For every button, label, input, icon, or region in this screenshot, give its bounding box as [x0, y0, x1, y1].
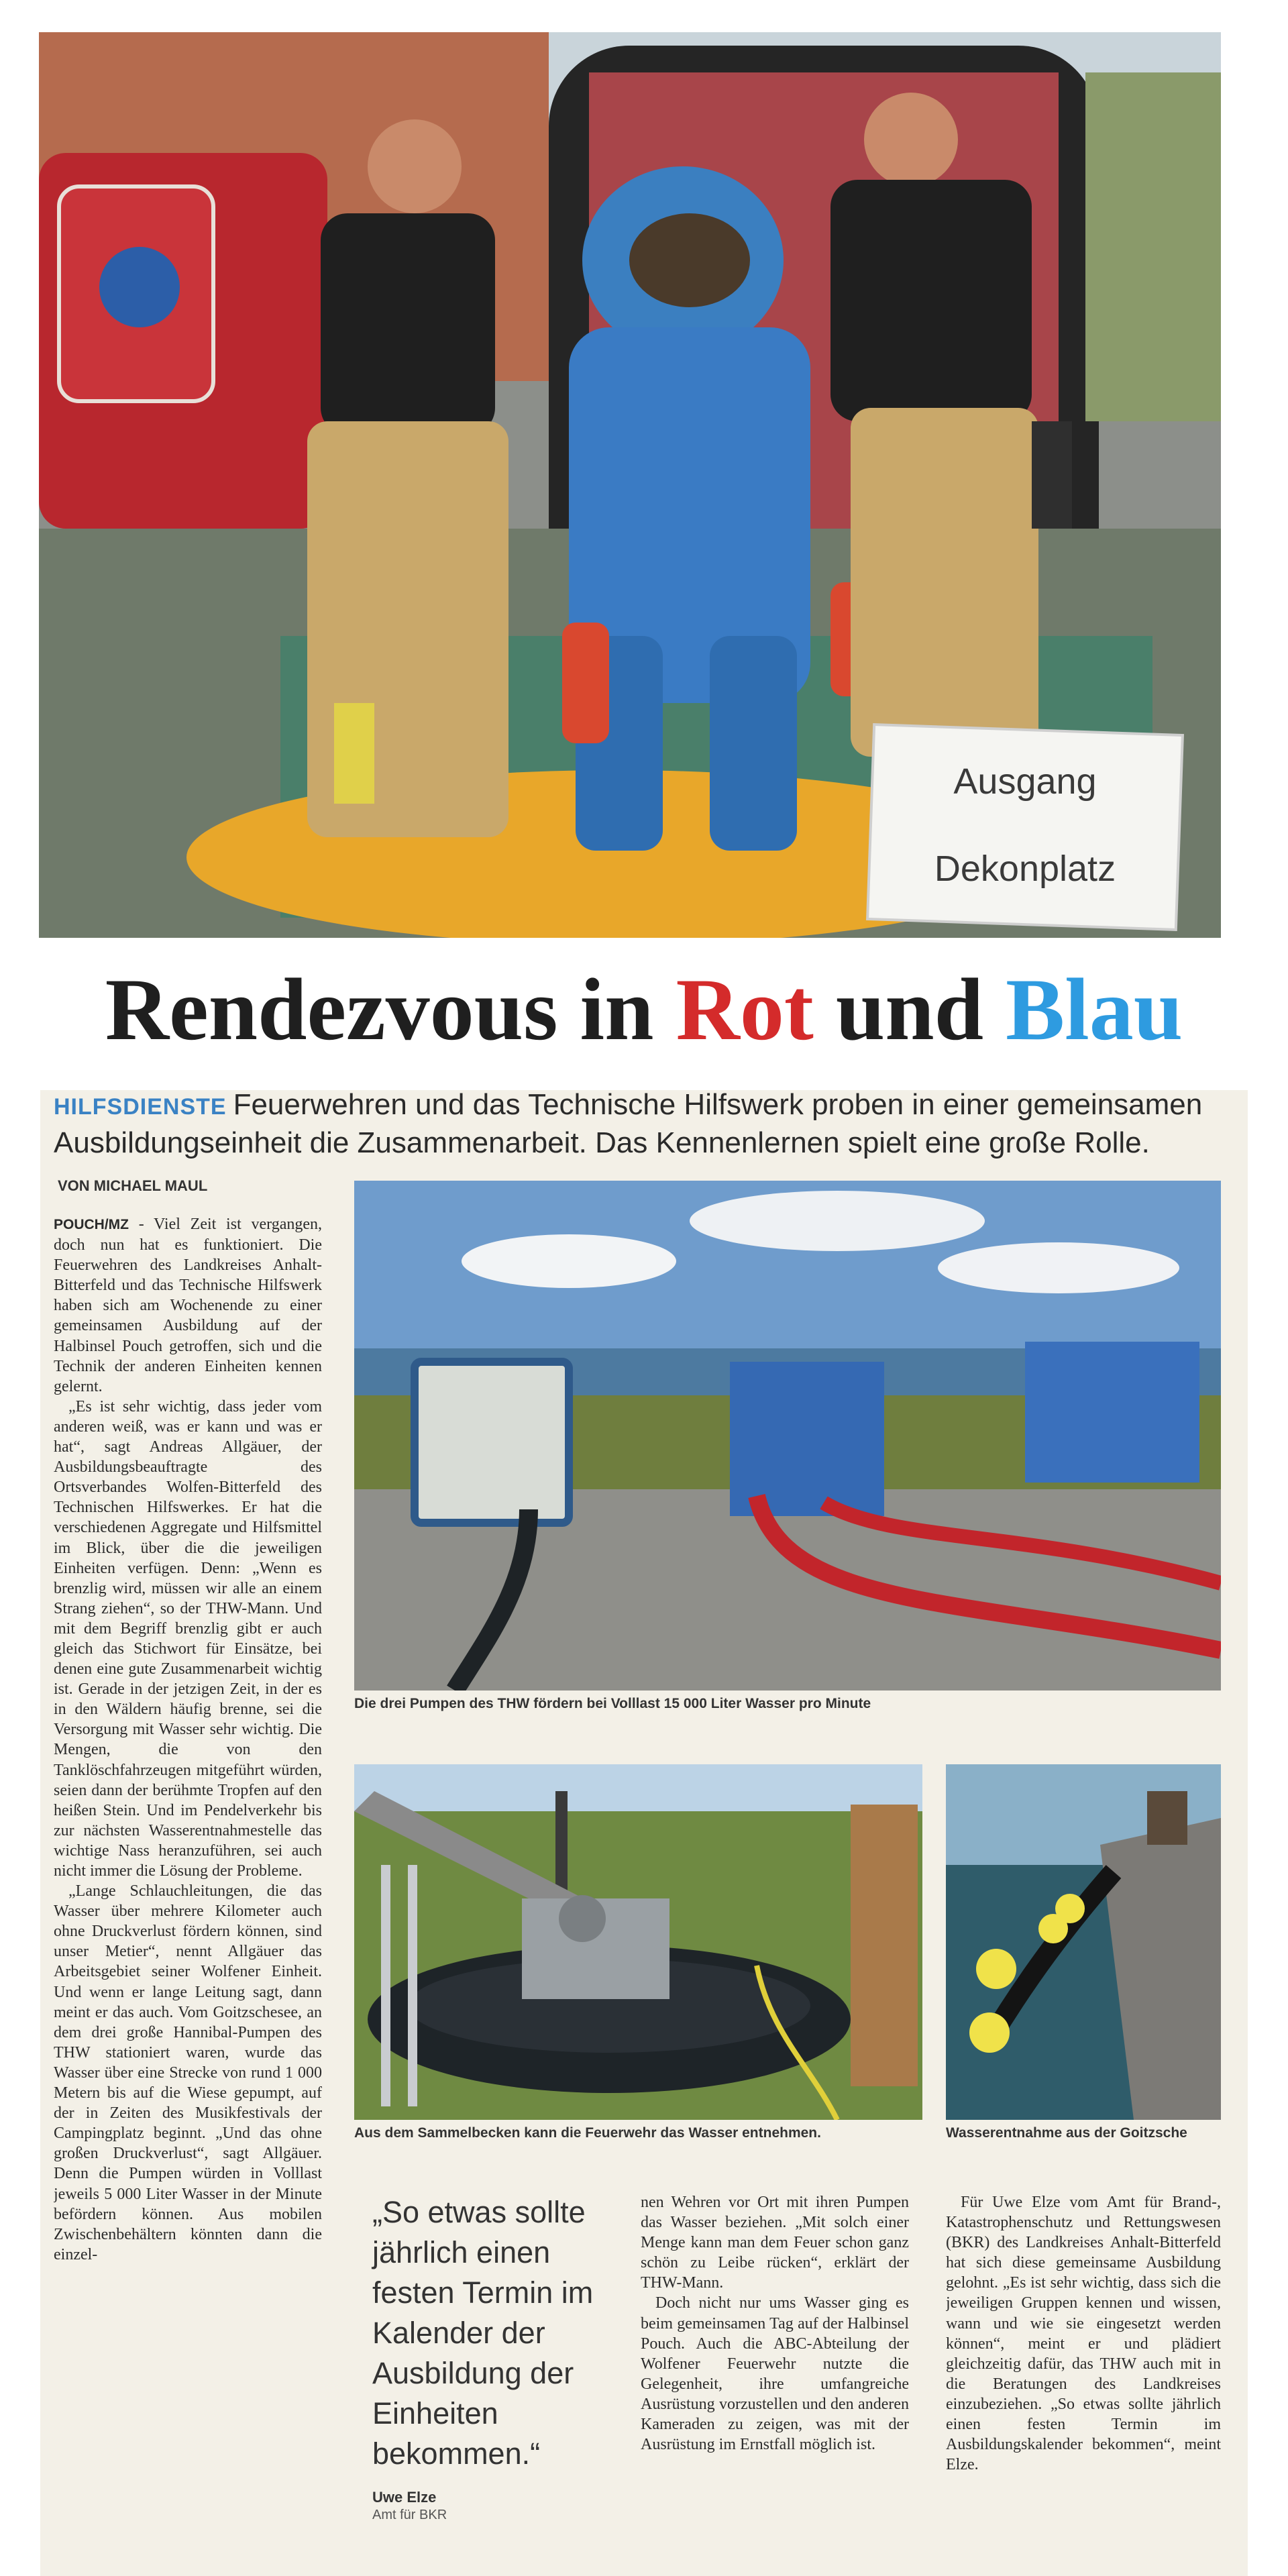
byline: VON MICHAEL MAUL	[58, 1177, 208, 1194]
article-paragraph-1	[54, 1214, 322, 1397]
pull-quote: „So etwas sollte jährlich einen festen Termin im Kalender der Ausbildung der Einheiten bekommen.“	[372, 2195, 594, 2471]
kicker-text: Feuerwehren und das Technische Hilfswerk proben in einer gemeinsamen Ausbildungseinheit die Zusammenarbeit. Das Kennenlernen spielt eine große Rolle.	[54, 1088, 1203, 1159]
sign-line-2: Dekonplatz	[934, 849, 1116, 889]
top-photo-graphic	[39, 32, 1221, 938]
dateline: POUCH/MZ	[54, 1217, 129, 1232]
pumps-photo	[354, 1181, 1221, 1690]
caption-basin: Aus dem Sammelbecken kann die Feuerwehr das Wasser entnehmen.	[354, 2125, 821, 2141]
kicker	[54, 1087, 1241, 1161]
article-paragraph-1-text: - Viel Zeit ist vergangen, doch nun hat es funktioniert. Die Feuerwehren des Landkreises Anhalt-Bitterfeld und das Technische Hilfswerk haben sich am Wochenende zu einer gemeinsamen Ausbildung auf der Halbinsel Pouch getroffen, sich und die Technik der anderen Einheiten kennen gelernt.	[54, 1216, 322, 1395]
article-paragraph-5: Doch nicht nur ums Wasser ging es beim gemeinsamen Tag auf der Halbinsel Pouch. Auch die ABC-Abteilung der Wolfener Feuerwehr nutzte die Gelegenheit, ihre umfangreiche Ausrüstung vorzustellen und den anderen Kameraden zu zeigen, was mit der Ausrüstung im Ernstfall möglich ist.	[641, 2294, 909, 2454]
article-column-1	[54, 1214, 322, 2563]
intake-photo	[946, 1764, 1221, 2120]
basin-photo-graphic	[354, 1764, 922, 2120]
kicker-tag: HILFSDIENSTE	[54, 1094, 227, 1120]
article-paragraph-2: „Es ist sehr wichtig, dass jeder vom anderen weiß, was er kann und was er hat“, sagt Andreas Allgäuer, der Ausbildungsbeauftragte des Ortsverbandes Wolfen-Bitterfeld des Technischen Hilfswerkes. Er hat die verschiedenen Aggregate und Hilfsmittel im Blick, über die die jeweiligen Einheiten verfügen. Denn: „Wenn es brenzlig wird, müssen wir alle an einem Strang ziehen“, so der THW-Mann. Und mit dem Begriff brenzlig gibt er auch gleich das Stichwort für Einsätze, bei denen eine gute Zusammenarbeit wichtig ist. Gerade in der jetzigen Zeit, in der es in den Wäldern häufig brenne, sei die Versorgung mit Wasser sehr wichtig. Die Mengen, die von den Tanklöschfahrzeugen mitgeführt würden, seien dann der berühmte Tropfen auf den heißen Stein. Und im Pendelverkehr bis zur nächsten Wasserentnahmestelle das wichtige Nass heranzuführen, sei auch nicht immer die Lösung der Probleme.	[54, 1397, 322, 1880]
caption-intake: Wasserentnahme aus der Goitzsche	[946, 2125, 1187, 2141]
article-paragraph-3: „Lange Schlauchleitungen, die das Wasser über mehrere Kilometer auch ohne Druckverlust fördern können, sind unser Metier“, nennt Allgäuer das Arbeitsgebiet seiner Wolfener Einheit. Und wenn er lange Leitung sagt, dann meint er das auch. Vom Goitzschesee, an dem drei große Hannibal-Pumpen des THW stationiert waren, wurde das Wasser über eine Strecke von rund 1 000 Metern bis auf die Wiese gepumpt, auf der in Zeiten des Musikfestivals der Campingplatz beginnt. „Und das ohne großen Druckverlust“, sagt Allgäuer. Denn die Pumpen würden in Volllast jeweils 5 000 Liter Wasser in der Minute befördern können. Aus mobilen Zwischenbehältern könnten dann die einzel-	[54, 1882, 322, 2263]
headline-red-word: Rot	[676, 960, 814, 1059]
article-paragraph-6: Für Uwe Elze vom Amt für Brand-, Katastrophenschutz und Rettungswesen (BKR) des Landkreises Anhalt-Bitterfeld hat sich diese gemeinsame Ausbildung gelohnt. „Es ist sehr wichtig, dass sich die jeweiligen Gruppen kennen und wissen, wann und wie sie eingesetzt werden können“, meint er und plädiert gleichzeitig dafür, das THW auch mit in die Beratungen des Landkreises einzubeziehen. „So etwas sollte jährlich einen festen Termin im Ausbildungskalender bekommen“, meint Elze.	[946, 2194, 1221, 2474]
article-column-3	[641, 2192, 909, 2568]
article-paragraph-4: nen Wehren vor Ort mit ihren Pumpen das Wasser beziehen. „Mit solch einer Menge kann man dem Feuer schon ganz schön zu Leibe rücken“, erklärt der THW-Mann.	[641, 2194, 909, 2292]
pumps-photo-graphic	[354, 1181, 1221, 1690]
sign-line-1: Ausgang	[953, 761, 1097, 802]
intake-photo-graphic	[946, 1764, 1221, 2120]
top-photo	[39, 32, 1221, 938]
pull-quote-author: Uwe Elze	[372, 2489, 437, 2506]
headline	[0, 959, 1288, 1060]
pull-quote-role: Amt für BKR	[372, 2508, 447, 2522]
article-column-4	[946, 2192, 1221, 2568]
caption-pumps: Die drei Pumpen des THW fördern bei Volllast 15 000 Liter Wasser pro Minute	[354, 1696, 871, 1711]
headline-part-1: Rendezvous in	[105, 960, 676, 1059]
headline-part-2: und	[813, 960, 1006, 1059]
basin-photo	[354, 1764, 922, 2120]
headline-blue-word: Blau	[1006, 960, 1183, 1059]
